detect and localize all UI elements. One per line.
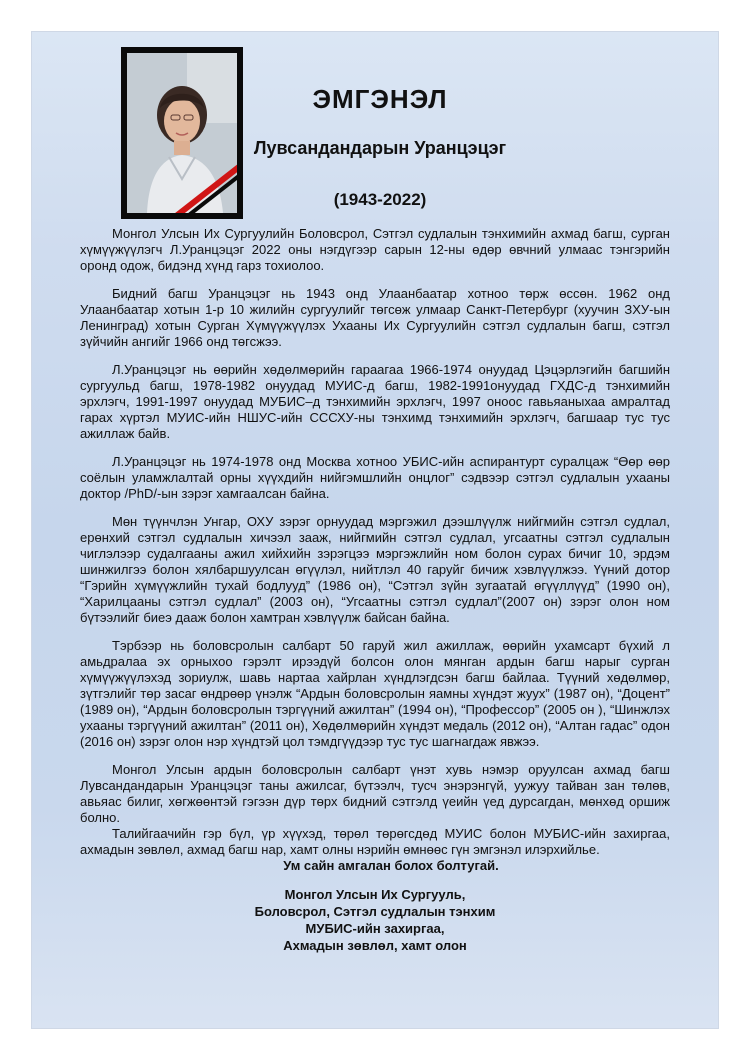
paragraph: Мөн түүнчлэн Унгар, ОХУ зэрэг орнуудад мэргэжил дээшлүүлж нийгмийн сэтгэл судлал, ерөнхий сэтгэл судлалын хичээл зааж, нийгмийн сэтгэл судлал, угсаатны сэтгэл судлалын чиглэлээр судалгааны ажил хийхийн зэрэгцээ мэргэжлийн ном болон сурах бичиг 10, эрдэм шинжилгээ болон хялбаршуулсан өгүүлэл, нийтлэл 40 гаруйг бичиж хэвлүүлжээ. Үүний дотор “Гэрийн хүмүүжлийн тухай бодлууд” (1986 он), “Сэтгэл зүйн зугаатай өгүүллүүд” (1990 он), “Харилцааны сэтгэл судлал” (2003 он), “Угсаатны сэтгэл судлал”(2007 он) зэрэг олон ном бүтээлийг биеэ дааж болон хамтран хэвлүүлж байсан байна. [80,514,670,625]
paragraph: Тэрбээр нь боловсролын салбарт 50 гаруй жил ажиллаж, өөрийн ухамсарт бүхий л амьдралаа эх орныхоо гэрэлт ирээдүй болсон олон мянган ардын багш нарыг сурган хүмүүжүүлэхэд зориулж, шавь нартаа хайрлан хүндлэгдсэн багш байлаа. Түүний хөдөлмөр, зүтгэлийг төр засаг өндрөөр үнэлж “Ардын боловсролын яамны хүндэт жуух” (1987 он), “Доцент” (1989 он), “Ардын боловсролын тэргүүний ажилтан” (1994 он), “Профессор” (2005 он ), “Шинжлэх ухааны тэргүүний ажилтан” (2011 он), Хөдөлмөрийн хүндэт медаль (2012 он), “Алтан гадас” одон (2016 он) зэрэг олон нэр хүндтэй цол тэмдгүүдээр тус тус шагнагдаж явжээ. [80,638,670,749]
signature-line: Боловсрол, Сэтгэл судлалын тэнхим [254,904,496,919]
paragraph: Монгол Улсын Их Сургуулийн Боловсрол, Сэтгэл судлалын тэнхимийн ахмад багш, сурган хүмүүжүүлэгч Л.Уранцэцэг 2022 оны нэгдүгээр сарын 12-ны өдөр өвчний улмаас тэнгэрийн оронд одож, бидэнд хүнд гарз тохиолоо. [80,226,670,273]
signature-line: МУБИС-ийн захиргаа, [305,921,445,936]
closing-line: Ум сайн амгалан болох болтугай. [283,858,499,873]
obituary-body [80,226,670,954]
paragraph: Монгол Улсын ардын боловсролын салбарт үнэт хувь нэмэр оруулсан ахмад багш Лувсандандарын Уранцэцэг таны ажилсаг, бүтээлч, тусч энэрэнгүй, уужуу тайван зан төлөв, авьяас билиг, хөгжөөнтэй гэгээн дүр төрх бидний сэтгэлд үеийн үед дурсагдан, мөнхөд оршиж болно. [80,762,670,825]
portrait-photo [127,53,237,213]
paragraph: Талийгаачийн гэр бүл, үр хүүхэд, төрөл төрөгсдөд МУИС болон МУБИС-ийн захиргаа, ахмадын зөвлөл, ахмад багш нар, хамт олны нэрийн өмнөөс гүн эмгэнэл илэрхийлье. [80,826,670,857]
document-title: ЭМГЭНЭЛ [312,84,448,114]
signature-line: Монгол Улсын Их Сургууль, [284,887,466,902]
life-years: (1943-2022) [333,190,427,209]
paragraph: Л.Уранцэцэг нь 1974-1978 онд Москва хотноо УБИС-ийн аспирантурт суралцаж “Өөр өөр соёлын уламжлалтай орны хүүхдийн нийгэмшлийн онцлог” сэдвээр сэтгэл судлалын ухааны доктор /PhD/-ын зэрэг хамгаалсан байна. [80,454,670,501]
signature-line: Ахмадын зөвлөл, хамт олон [283,938,467,953]
paragraph: Бидний багш Уранцэцэг нь 1943 онд Улаанбаатар хотноо төрж өссөн. 1962 онд Улаанбаатар хотын 1-р 10 жилийн сургуулийг төгсөж улмаар Санкт-Петербург (хуучин ЗХУ-ын Ленинград) хотын Сурган Хүмүүжүүлэх Ухааны Их Сургуулийн сэтгэл судлалын багш, сэтгэл зүйчийн ангийг 1966 онд төгсжээ. [80,286,670,349]
signature-block [80,886,670,954]
paragraph: Л.Уранцэцэг нь өөрийн хөдөлмөрийн гараагаа 1966-1974 онуудад Цэцэрлэгийн багшийн сургуульд багш, 1978-1982 онуудад МУИС-д багш, 1982-1991онуудад ГХДС-д тэнхимийн эрхлэгч, 1991-1997 онуудад МУБИС–д тэнхимийн эрхлэгч, 1997 оноос гавьяаныхаа амралтад гарах хүртэл МУИС-ийн НШУС-ийн СССХУ-ны тэнхимд тэнхимийн эрхлэгч, багшаар тус тус ажиллаж байв. [80,362,670,441]
deceased-name: Лувсандандарын Уранцэцэг [253,138,507,158]
